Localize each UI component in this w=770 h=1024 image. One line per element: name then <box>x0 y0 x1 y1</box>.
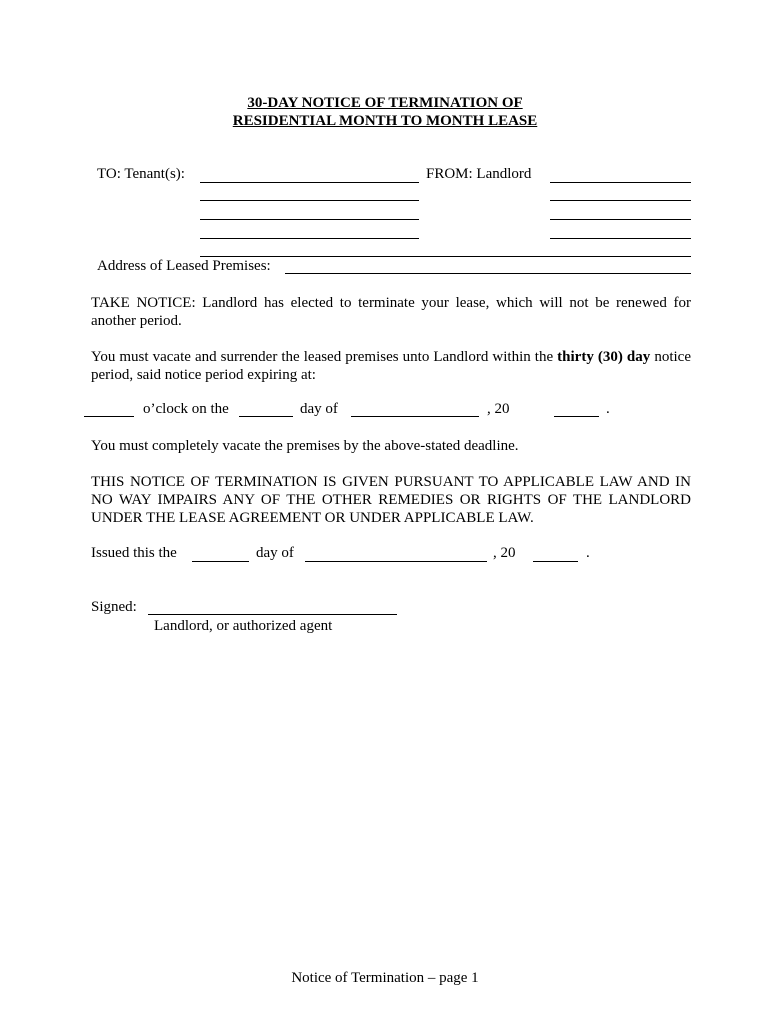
landlord-name-line-1[interactable] <box>550 182 691 183</box>
take-notice-paragraph: TAKE NOTICE: Landlord has elected to terminate your lease, which will not be renewed for another period. <box>91 295 691 329</box>
signer-caption: Landlord, or authorized agent <box>154 618 333 634</box>
tenant-landlord-extra-line[interactable] <box>200 256 691 257</box>
from-landlord-label: FROM: Landlord <box>426 166 532 182</box>
signature-line[interactable] <box>148 614 397 615</box>
oclock-label: o’clock on the <box>143 401 229 417</box>
to-tenants-label: TO: Tenant(s): <box>97 166 185 182</box>
landlord-name-line-4[interactable] <box>550 238 691 239</box>
tenant-name-line-1[interactable] <box>200 182 419 183</box>
issued-year-line[interactable] <box>533 561 578 562</box>
page-footer: Notice of Termination – page 1 <box>291 970 479 986</box>
title-line-2: RESIDENTIAL MONTH TO MONTH LEASE <box>232 113 538 129</box>
issued-period: . <box>586 545 590 561</box>
vacate-paragraph <box>91 348 691 384</box>
tenant-name-line-4[interactable] <box>200 238 419 239</box>
title-line-1: 30-DAY NOTICE OF TERMINATION OF <box>247 95 523 111</box>
issued-day-of-label: day of <box>256 545 294 561</box>
expiry-day-of-label: day of <box>300 401 338 417</box>
expiry-day-line[interactable] <box>239 416 293 417</box>
issued-label: Issued this the <box>91 545 177 561</box>
expiry-month-line[interactable] <box>351 416 479 417</box>
landlord-name-line-3[interactable] <box>550 219 691 220</box>
expiry-hour-line[interactable] <box>84 416 134 417</box>
issued-month-line[interactable] <box>305 561 487 562</box>
issued-year-prefix: , 20 <box>493 545 516 561</box>
vacate-text-post: notice period, said notice period expiring at: <box>91 349 691 383</box>
completely-vacate-text: You must completely vacate the premises by the above-stated deadline. <box>91 438 519 454</box>
vacate-bold-period: thirty (30) day <box>557 349 651 365</box>
tenant-name-line-3[interactable] <box>200 219 419 220</box>
expiry-period: . <box>606 401 610 417</box>
address-label: Address of Leased Premises: <box>97 258 271 274</box>
signed-label: Signed: <box>91 599 137 615</box>
landlord-name-line-2[interactable] <box>550 200 691 201</box>
address-line[interactable] <box>285 273 691 274</box>
issued-day-line[interactable] <box>192 561 249 562</box>
tenant-name-line-2[interactable] <box>200 200 419 201</box>
vacate-text-pre: You must vacate and surrender the leased premises unto Landlord within the <box>91 349 558 365</box>
expiry-year-prefix: , 20 <box>487 401 510 417</box>
expiry-year-line[interactable] <box>554 416 599 417</box>
legal-notice-paragraph: THIS NOTICE OF TERMINATION IS GIVEN PURSUANT TO APPLICABLE LAW AND IN NO WAY IMPAIRS ANY OF THE OTHER REMEDIES OR RIGHTS OF THE LANDLORD UNDER THE LEASE AGREEMENT OR UNDER APPLICABLE LAW. <box>91 474 691 526</box>
